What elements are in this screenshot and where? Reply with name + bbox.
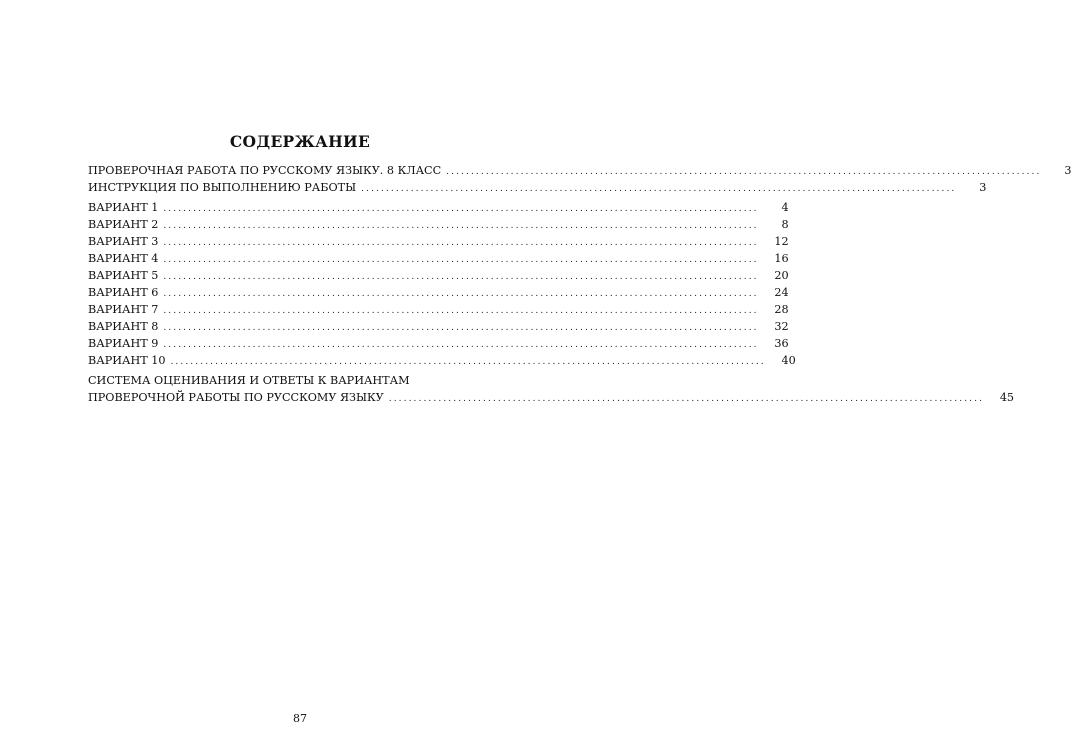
toc-entry-intro-work xyxy=(88,162,1071,179)
toc-entry-page: 32 xyxy=(774,320,789,333)
toc-entry-answers xyxy=(88,389,1015,406)
toc-entry-page: 45 xyxy=(999,391,1015,404)
toc-entry-variant xyxy=(88,216,789,233)
toc-entry-variant xyxy=(88,301,789,318)
toc-entry-label: ВАРИАНТ 1 xyxy=(88,201,159,214)
toc-entry-variant xyxy=(88,352,796,369)
toc-entry-page: 36 xyxy=(774,337,789,350)
toc-leader-dots: ........................................................................................................................ xyxy=(163,306,759,316)
toc-entry-label: ВАРИАНТ 4 xyxy=(88,252,159,265)
toc-entry-variant xyxy=(88,250,789,267)
toc-leader-dots: ........................................................................................................................ xyxy=(170,357,766,367)
toc-entry-page: 28 xyxy=(774,303,789,316)
toc-entry-variant xyxy=(88,267,789,284)
toc-entry-variant xyxy=(88,199,789,216)
toc-entry-variant xyxy=(88,318,789,335)
toc-entry-label: ВАРИАНТ 6 xyxy=(88,286,159,299)
toc-title: СОДЕРЖАНИЕ xyxy=(229,132,371,151)
toc-entry-page: 40 xyxy=(781,354,796,367)
toc-leader-dots: ........................................................................................................................ xyxy=(163,221,759,231)
toc-entry-page: 16 xyxy=(774,252,789,265)
toc-leader-dots: ........................................................................................................................ xyxy=(446,167,1042,177)
toc-entry-page: 8 xyxy=(781,218,789,231)
toc-leader-dots: ........................................................................................................................ xyxy=(163,204,759,214)
toc-entry-variant xyxy=(88,335,789,352)
toc-entry-page: 20 xyxy=(774,269,789,282)
toc-leader-dots: ........................................................................................................................ xyxy=(361,184,957,194)
toc-leader-dots: ........................................................................................................................ xyxy=(163,272,759,282)
toc-entry-label: ИНСТРУКЦИЯ ПО ВЫПОЛНЕНИЮ РАБОТЫ xyxy=(88,181,357,194)
page-number: 87 xyxy=(293,712,307,725)
table-of-contents xyxy=(88,162,1071,406)
toc-entry-label: ВАРИАНТ 10 xyxy=(88,354,166,367)
toc-entry-label: ВАРИАНТ 9 xyxy=(88,337,159,350)
toc-leader-dots: ........................................................................................................................ xyxy=(163,289,759,299)
toc-leader-dots: ........................................................................................................................ xyxy=(388,394,985,404)
toc-leader-dots: ........................................................................................................................ xyxy=(163,255,759,265)
toc-entry-label: ВАРИАНТ 5 xyxy=(88,269,159,282)
toc-entry-page: 24 xyxy=(774,286,789,299)
toc-entry-page: 3 xyxy=(979,181,987,194)
toc-entry-label: ПРОВЕРОЧНАЯ РАБОТА ПО РУССКОМУ ЯЗЫКУ. 8 КЛАСС xyxy=(88,164,442,177)
toc-entry-page: 3 xyxy=(1064,164,1071,177)
toc-entry-answers-line1: СИСТЕМА ОЦЕНИВАНИЯ И ОТВЕТЫ К ВАРИАНТАМ xyxy=(88,374,410,387)
toc-entry-instructions xyxy=(88,179,987,196)
toc-entry-label: ПРОВЕРОЧНОЙ РАБОТЫ ПО РУССКОМУ ЯЗЫКУ xyxy=(88,391,384,404)
toc-entry-page: 12 xyxy=(774,235,789,248)
toc-entry-variant xyxy=(88,284,789,301)
toc-leader-dots: ........................................................................................................................ xyxy=(163,340,759,350)
toc-entry-label: ВАРИАНТ 3 xyxy=(88,235,159,248)
toc-leader-dots: ........................................................................................................................ xyxy=(163,323,759,333)
toc-entry-label: ВАРИАНТ 7 xyxy=(88,303,159,316)
toc-entry-variant xyxy=(88,233,789,250)
toc-entry-label: ВАРИАНТ 2 xyxy=(88,218,159,231)
toc-entry-page: 4 xyxy=(781,201,789,214)
toc-leader-dots: ........................................................................................................................ xyxy=(163,238,759,248)
toc-entry-label: ВАРИАНТ 8 xyxy=(88,320,159,333)
